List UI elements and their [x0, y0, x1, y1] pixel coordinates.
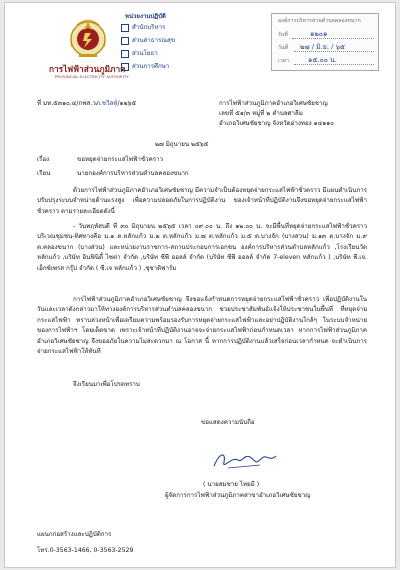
regards-text: ขอแสดงความนับถือ: [201, 419, 255, 426]
org-name-thai: การไฟฟ้าส่วนภูมิภาค: [49, 64, 126, 74]
received-stamp: [271, 13, 379, 71]
org-name-english: PROVINCIAL ELECTRICITY AUTHORITY: [55, 75, 129, 79]
checkbox-health[interactable]: [121, 37, 129, 45]
stamp-office: องค์การบริหารส่วนตำบลคลองขนาก: [278, 18, 361, 24]
checkbox-admin-label: สำนักบริหาร: [132, 24, 166, 31]
stamp-received-number: ๑๒๐๑: [310, 30, 328, 38]
checklist-title: หน่วยงานปฏิบัติ: [125, 13, 166, 20]
closing-request: จึงเรียนมาเพื่อโปรดทราบ: [73, 381, 140, 388]
recipient-label: เรียน: [37, 170, 51, 177]
recipient-text: นายกองค์การบริหารส่วนตำบลคลองขนาก: [77, 170, 189, 177]
body-paragraph-3: [37, 295, 367, 357]
reference-number-prefix: ที่ มท.๕๓๑๐.๔/กฟส.วภ.: [37, 100, 102, 107]
sender-line-1: การไฟฟ้าส่วนภูมิภาคอำเภอวิเศษชัยชาญ: [219, 100, 328, 107]
checkbox-admin[interactable]: [121, 24, 129, 32]
body-paragraph-1-text: ด้วยการไฟฟ้าส่วนภูมิภาคอำเภอวิเศษชัยชาญ มีความจำเป็นต้องหยุดจ่ายกระแสไฟฟ้าชั่วคราว มีแผนดำเนินการปรับปรุงระบบจำหน่ายด้านแรงสูง เพื่อความปลอดภัยในการปฏิบัติงาน ของเจ้าหน้าที่ปฏิบัติงานจึงขอหยุดจ่ายกระแสไฟฟ้าชั่วคราว ตามรายละเอียดดังนี้: [37, 187, 367, 215]
stamp-time-label: เวลา: [278, 58, 290, 64]
checkbox-education[interactable]: [121, 63, 129, 71]
body-paragraph-2: [37, 222, 367, 274]
sender-line-2: เลขที่ ๕๑/๓ หมู่ที่ ๒ ตำบลศาลีม: [219, 110, 303, 117]
sender-line-3: อำเภอวิเศษชัยชาญ จังหวัดอ่างทอง ๑๔๑๑๐: [219, 120, 334, 127]
subject-label: เรื่อง: [37, 156, 50, 163]
reference-number-suffix: /๑๒๖๕: [117, 100, 137, 107]
department-name: แผนกก่อสร้างและปฏิบัติการ: [37, 531, 112, 538]
stamp-date-label: วันที่: [278, 45, 289, 51]
checkbox-education-label: ส่วนการศึกษา: [132, 63, 170, 70]
checkbox-public-works-label: ส่วนโยธา: [132, 50, 158, 57]
letter-date: ๒๗ มิถุนายน ๒๕๖๕: [155, 141, 209, 148]
checkbox-health-label: ส่วนสาธารณสุข: [132, 37, 176, 44]
checkbox-public-works[interactable]: [121, 50, 129, 58]
signer-name: ( นายสมชาย ไทยมี ): [203, 481, 260, 488]
pea-logo: [63, 13, 113, 63]
stamp-line: [292, 38, 374, 39]
signer-title: ผู้จัดการการไฟฟ้าส่วนภูมิภาคสาขาอำเภอวิเศษชัยชาญ: [165, 492, 311, 499]
subject-text: ขอหยุดจ่ายกระแสไฟฟ้าชั่วคราว: [77, 156, 163, 163]
letter-page: [4, 2, 396, 568]
body-paragraph-3-text: การไฟฟ้าส่วนภูมิภาคอำเภอวิเศษชัยชาญ จึงขอแจ้งกำหนดการหยุดจ่ายกระแสไฟฟ้าชั่วคราว เพื่อปฏิบัติงานในวันและเวลาดังกล่าวมาให้ทางองค์การบริหารส่วนตำบลคลองขนาก ช่วยประชาสัมพันธ์แจ้งให้ประชาชนในพื้นที่ ที่หยุดจ่ายกระแสไฟฟ้า ทราบล่วงหน้าเพื่อเตรียมความพร้อมรองรับการหยุดจ่ายกระแสไฟฟ้าและอย่าปฏิบัติงานใกล้ๆ ในระบบจำหน่ายของการไฟฟ้าฯ โดยเด็ดขาด เพราะเจ้าหน้าที่ปฏิบัติงานอาจจะจ่ายกระแสไฟฟ้าก่อนกำหนดเวลา หากการไฟฟ้าส่วนภูมิภาคอำเภอวิเศษชัยชาญ จึงขออภัยในความไม่สะดวกมา ณ โอกาส นี้ หากการปฏิบัติงานแล้วเสร็จก่อนเวลากำหนด จะดำเนินการจ่ายกระแสไฟฟ้าให้ทันที: [37, 296, 367, 356]
body-paragraph-2-text: - วันพฤหัสบดี ที่ ๓๐ มิถุนายน ๒๕๖๕ เวลา ๐๙.๐๐ น. ถึง ๑๒.๐๐ น. จะมีพื้นที่หยุดจ่ายกระแสไฟฟ้าชั่วคราว บริเวณชุมชน-ทิศทางคือ ม.๑ ต.หลักแก้ว ม.๒ ต.หลักแก้ว ม.๗ ต.หลักแก้ว ม.๕ ต.บางจัก (บางสวน) ม.๑๓ ต.บางจัก ม.๙ ต.คลองขนาก (บางส่วน) และหน่วยงานราชการ-สถานประกอบการเอกชน องค์การบริหารส่วนตำบลหลักแก้ว ,โรงเรียนวัดหลักแก้ว ,บริษัท อินฟินิตี้ ไซต่า จำกัด ,บริษัท ซีพี ออลล์ จำกัด (บริษัท ซีพี ออลล์ จำกัด 7-eleven หลักแก้ว ) ,บริษัท พี.เจ. เอ็กซ์เพรส กรุ๊ป จำกัด ( ซี.เจ หลักแก้ว ) ,ชุชาติฟาร์ม: [37, 223, 367, 272]
body-paragraph-1: [37, 186, 367, 217]
reference-number: [37, 100, 136, 108]
stamp-date-value: ๒๗ / มิ.ย. / ๖๕: [300, 43, 346, 51]
signature-image: [210, 448, 280, 472]
phone-numbers: โทร.0-3563-1466, 0-3563-2529: [37, 547, 134, 554]
reference-number-handwritten: ชวิลห์: [101, 100, 118, 107]
stamp-received-label: รับที่: [278, 32, 288, 38]
stamp-time-value: ๑๕.๐๐ น.: [308, 56, 337, 64]
